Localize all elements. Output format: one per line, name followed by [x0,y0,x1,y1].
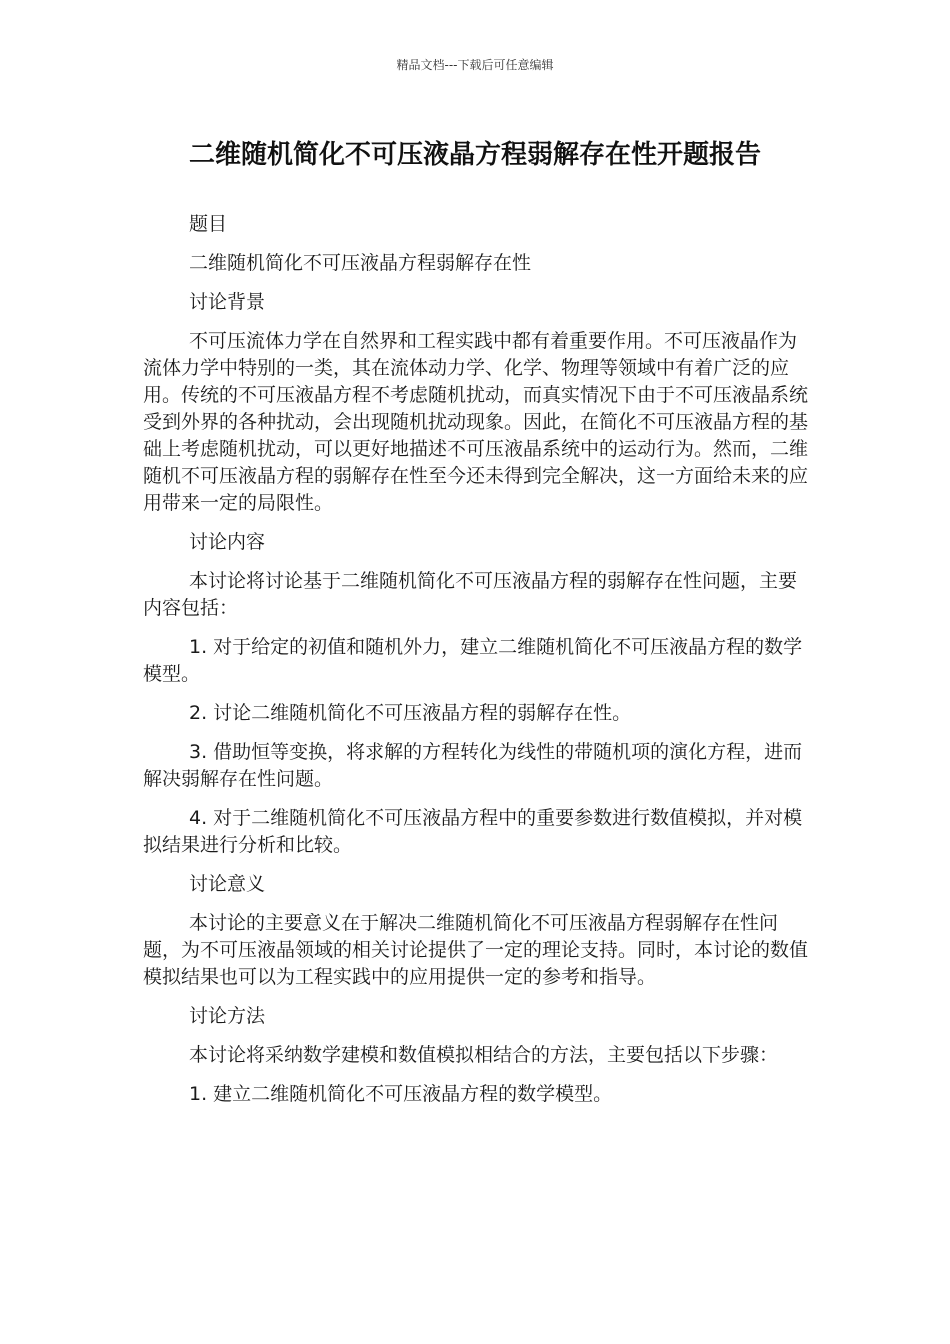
method-intro-paragraph: 本讨论将采纳数学建模和数值模拟相结合的方法，主要包括以下步骤： [189,1044,779,1066]
header-note: 精品文档---下载后可任意编辑 [396,58,554,72]
heading-method: 讨论方法 [189,1005,266,1027]
content-intro-paragraph: 本讨论将讨论基于二维随机简化不可压液晶方程的弱解存在性问题，主要内容包括： [143,570,798,619]
significance-paragraph: 本讨论的主要意义在于解决二维随机简化不可压液晶方程弱解存在性问题，为不可压液晶领域的相关讨论提供了一定的理论支持。同时，本讨论的数值模拟结果也可以为工程实践中的应用提供一定的参考和指导。 [143,912,809,988]
content-item-2: 2. 讨论二维随机简化不可压液晶方程的弱解存在性。 [189,702,632,724]
document-title: 二维随机简化不可压液晶方程弱解存在性开题报告 [188,140,761,170]
heading-significance: 讨论意义 [189,873,266,895]
content-item-4: 4. 对于二维随机简化不可压液晶方程中的重要参数进行数值模拟，并对模拟结果进行分析和比较。 [143,807,803,856]
topic-text: 二维随机简化不可压液晶方程弱解存在性 [189,252,532,274]
heading-topic: 题目 [189,213,228,235]
document-body [143,211,809,1120]
content-item-3: 3. 借助恒等变换，将求解的方程转化为线性的带随机项的演化方程，进而解决弱解存在性问题。 [143,741,803,790]
heading-background: 讨论背景 [189,291,266,313]
content-item-1: 1. 对于给定的初值和随机外力，建立二维随机简化不可压液晶方程的数学模型。 [143,636,803,685]
background-paragraph: 不可压流体力学在自然界和工程实践中都有着重要作用。不可压液晶作为流体力学中特别的一类，其在流体动力学、化学、物理等领域中有着广泛的应用。传统的不可压液晶方程不考虑随机扰动，而真实情况下由于不可压液晶系统受到外界的各种扰动，会出现随机扰动现象。因此，在简化不可压液晶方程的基础上考虑随机扰动，可以更好地描述不可压液晶系统中的运动行为。然而，二维随机不可压液晶方程的弱解存在性至今还未得到完全解决，这一方面给未来的应用带来一定的局限性。 [143,330,809,514]
method-item-1: 1. 建立二维随机简化不可压液晶方程的数学模型。 [189,1083,613,1105]
heading-content: 讨论内容 [189,531,266,553]
